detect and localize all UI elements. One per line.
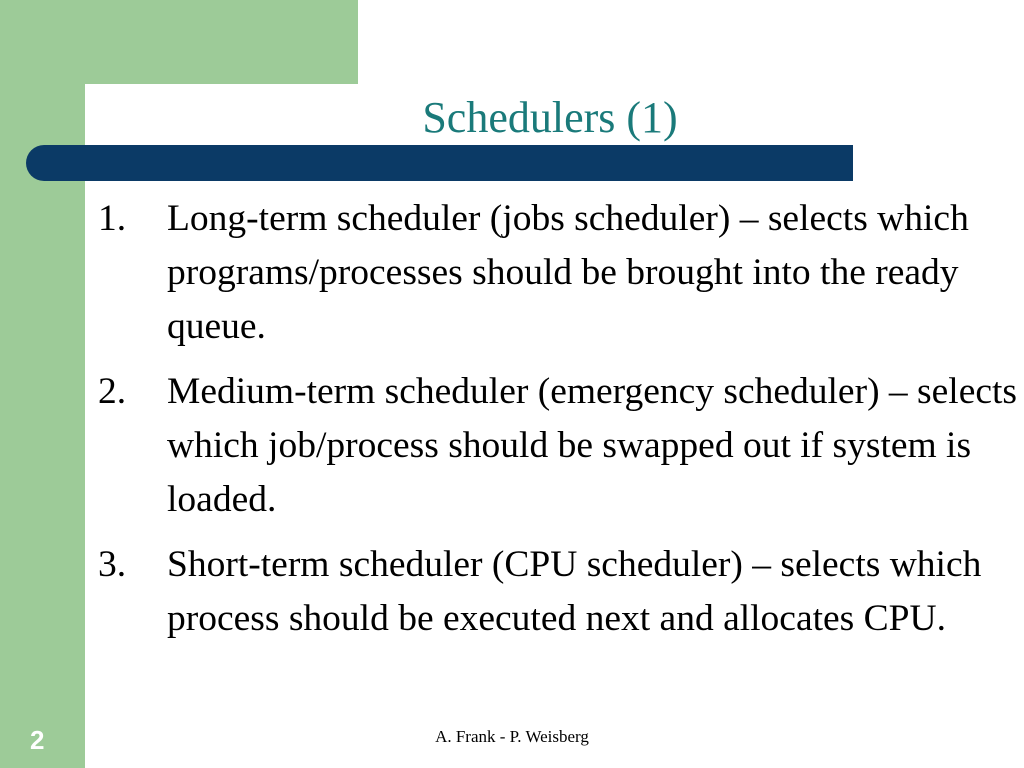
list-item-number: 1. <box>98 198 127 239</box>
list-item-number: 3. <box>98 544 127 585</box>
list-item-text: Long-term scheduler (jobs scheduler) – selects which programs/processes should be brought into the ready queue. <box>167 198 969 347</box>
sidebar-green-strip <box>0 0 85 768</box>
list-item <box>98 192 1018 354</box>
slide-number: 2 <box>30 725 45 755</box>
slide-title: Schedulers (1) <box>422 93 678 142</box>
scheduler-list <box>98 192 1018 657</box>
header-green-block <box>0 0 358 84</box>
list-item <box>98 365 1018 527</box>
list-item-number: 2. <box>98 371 127 412</box>
list-item <box>98 538 1018 646</box>
title-underline-bar <box>26 145 853 181</box>
footer-authors: A. Frank - P. Weisberg <box>435 727 589 746</box>
list-item-text: Short-term scheduler (CPU scheduler) – selects which process should be executed next and allocates CPU. <box>167 544 982 639</box>
list-item-text: Medium-term scheduler (emergency scheduler) – selects which job/process should be swapped out if system is loaded. <box>167 371 1018 520</box>
